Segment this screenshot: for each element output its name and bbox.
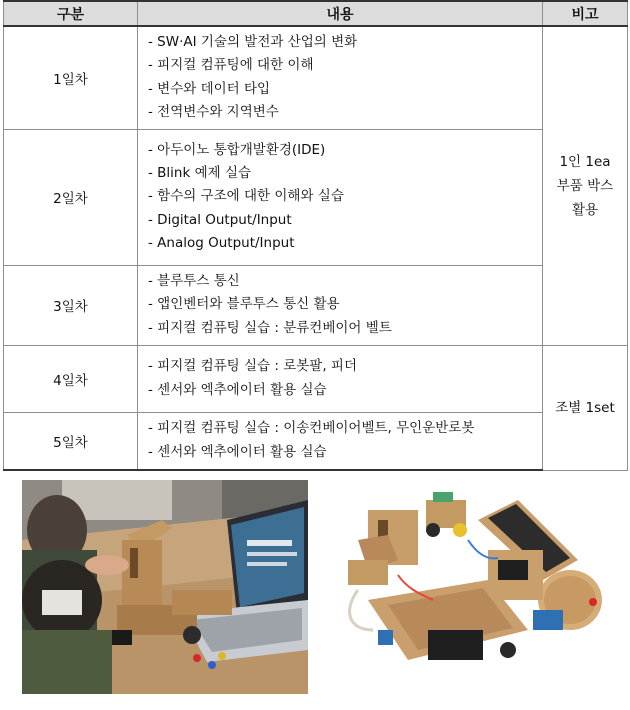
content-item: - 센서와 엑추에이터 활용 실습 — [148, 379, 534, 402]
day-label: 1일차 — [4, 26, 138, 129]
table-row-day2 — [4, 129, 628, 265]
note-line: 부품 박스 — [556, 177, 614, 194]
content-item: - 피지컬 컴퓨팅 실습 : 분류컨베이어 벨트 — [148, 317, 534, 340]
content-item: - 센서와 엑추에이터 활용 실습 — [148, 441, 534, 464]
header-content: 내용 — [138, 1, 543, 26]
note-line: 활용 — [571, 201, 599, 218]
table-row-day1 — [4, 26, 628, 129]
content-item: - 피지컬 컴퓨팅에 대한 이해 — [148, 54, 534, 77]
day-label: 5일차 — [4, 412, 138, 470]
day-content — [138, 26, 543, 129]
classroom-photo — [22, 480, 308, 694]
robot-kit-photo — [338, 480, 610, 694]
content-item: - Blink 예제 실습 — [148, 162, 534, 185]
day-content — [138, 345, 543, 412]
table-row-day3 — [4, 265, 628, 345]
day-content — [138, 129, 543, 265]
table-row-day4 — [4, 345, 628, 412]
table-header-row — [4, 1, 628, 26]
content-item: - 앱인벤터와 블루투스 통신 활용 — [148, 293, 534, 316]
day-content — [138, 265, 543, 345]
content-item: - 전역변수와 지역변수 — [148, 101, 534, 124]
header-category: 구분 — [4, 1, 138, 26]
header-note: 비고 — [543, 1, 628, 26]
note-days-4-5: 조별 1set — [543, 345, 628, 470]
table-row-day5 — [4, 412, 628, 470]
content-item: - 블루투스 통신 — [148, 270, 534, 293]
content-item: - SW·AI 기술의 발전과 산업의 변화 — [148, 31, 534, 54]
content-item: - 변수와 데이터 타입 — [148, 78, 534, 101]
content-item: - 피지컬 컴퓨팅 실습 : 로봇팔, 피더 — [148, 355, 534, 378]
robot-kit-graphic — [338, 480, 610, 694]
day-label: 3일차 — [4, 265, 138, 345]
content-item: - 피지컬 컴퓨팅 실습 : 이송컨베이어벨트, 무인운반로봇 — [148, 417, 534, 440]
curriculum-table — [3, 0, 628, 471]
content-item: - 함수의 구조에 대한 이해와 실습 — [148, 185, 534, 208]
day-content — [138, 412, 543, 470]
classroom-photo-graphic — [22, 480, 308, 694]
note-days-1-3 — [543, 26, 628, 345]
day-label: 2일차 — [4, 129, 138, 265]
day-label: 4일차 — [4, 345, 138, 412]
content-item: - Analog Output/Input — [148, 232, 534, 255]
note-line: 1인 1ea — [559, 153, 611, 170]
content-item: - Digital Output/Input — [148, 209, 534, 232]
content-item: - 아두이노 통합개발환경(IDE) — [148, 139, 534, 162]
